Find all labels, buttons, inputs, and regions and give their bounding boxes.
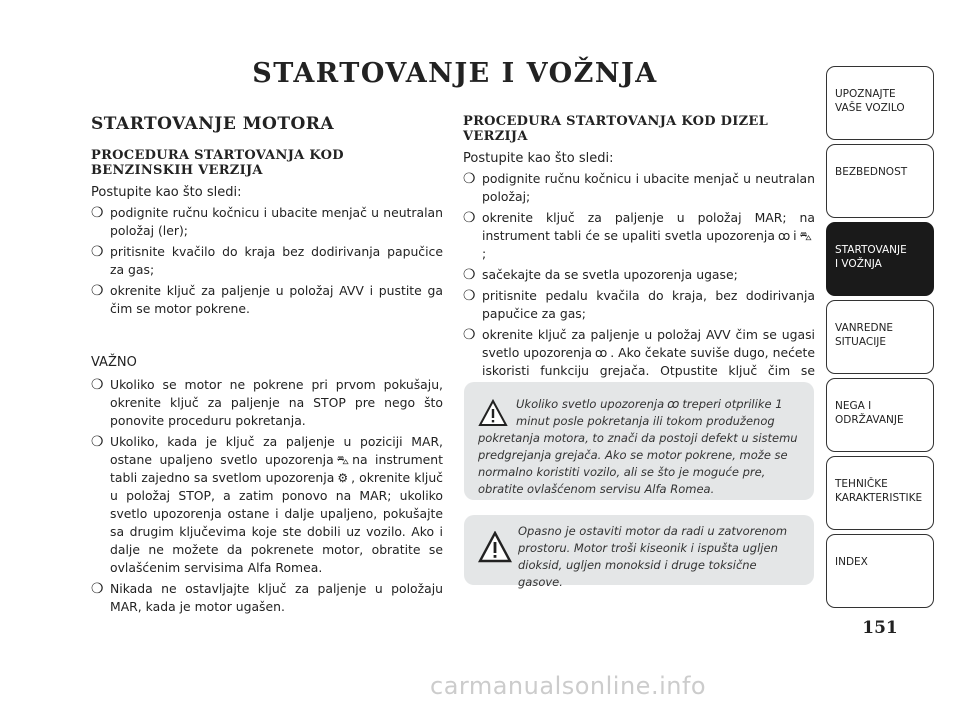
list-item: ❍ podignite ručnu kočnicu i ubacite menjač u neutralan položaj (ler); (91, 205, 443, 238)
bullet-icon: ❍ (91, 244, 104, 260)
list-item: ❍ okrenite ključ za paljenje u položaj MAR; na instrument tabli će se upaliti svetla upozorenja ꝏ i ⛍; (463, 210, 815, 261)
bullet-icon: ❍ (463, 288, 476, 304)
list-item: ❍ podignite ručnu kočnicu i ubacite menjač u neutralan položaj; (463, 171, 815, 204)
important-label: VAŽNO (91, 355, 137, 370)
list-item: ❍ pritisnite kvačilo do kraja bez dodirivanja papučice za gas; (91, 244, 443, 277)
tab-startovanje[interactable]: STARTOVANJE I VOŽNJA (826, 222, 934, 296)
subsection-heading-diesel: PROCEDURA STARTOVANJA KOD DIZEL VERZIJA (463, 114, 769, 144)
tab-vanredne[interactable]: VANREDNE SITUACIJE (826, 300, 934, 374)
section-heading: STARTOVANJE MOTORA (91, 114, 335, 134)
bullet-icon: ❍ (463, 327, 476, 343)
bullet-icon: ❍ (463, 267, 476, 283)
bullet-icon: ❍ (91, 205, 104, 221)
list-item: ❍ sačekajte da se svetla upozorenja ugase; (463, 267, 738, 283)
bullet-icon: ❍ (91, 283, 104, 299)
intro-text: Postupite kao što sledi: (91, 185, 242, 200)
list-item: ❍ Ukoliko se motor ne pokrene pri prvom pokušaju, okrenite ključ za paljenje na STOP pre nego što ponovite proceduru pokretanja. (91, 377, 443, 428)
glow-plug-icon: ꝏ (667, 397, 680, 411)
left-column (91, 114, 443, 619)
bullet-icon: ❍ (91, 581, 104, 597)
list-item: ❍ okrenite ključ za paljenje u položaj AVV i pustite ga čim se motor pokrene. (91, 283, 443, 316)
tab-bezbednost[interactable]: BEZBEDNOST (826, 144, 934, 218)
warning-triangle-icon (478, 531, 512, 563)
glow-plug-icon: ꝏ (777, 229, 791, 243)
glow-plug-icon: ꝏ (595, 346, 608, 360)
tab-tehnicke[interactable]: TEHNIČKE KARAKTERISTIKE (826, 456, 934, 530)
tab-upoznajte[interactable]: UPOZNAJTE VAŠE VOZILO (826, 66, 934, 140)
bullet-icon: ❍ (91, 434, 104, 450)
watermark: carmanualsonline.info (430, 672, 707, 700)
bullet-icon: ❍ (463, 210, 476, 226)
warning-note-glow-plug: Ukoliko svetlo upozorenja ꝏ treperi otprilike 1 minut posle pokretanja ili tokom produženog pokretanja motora, to znači da postoji defekt u sistemu predgrejanja grejača. Ako se motor pokrene, može se normalno koristiti vozilo, ali se što je moguće pre, obratite ovlašćenom servisu Alfa Romea. (464, 382, 814, 500)
bullet-icon: ❍ (463, 171, 476, 187)
tab-index[interactable]: INDEX (826, 534, 934, 608)
list-item: ❍ Ukoliko, kada je ključ za paljenje u poziciji MAR, ostane upaljeno svetlo upozorenja ⛍ na instrument tabli zajedno sa svetlom upozorenja ⚙ , okrenite ključ u položaj STOP, a zatim ponovo na MAR; ukoliko svetlo upozorenja ostane i dalje upaljeno, pokušajte sa drugim ključevima koje ste dobili uz vozilo. Ako i dalje ne možete da pokrenete motor, obratite se ovlašćenim servisima Alfa Romea. (91, 434, 443, 575)
list-item: ❍ okrenite ključ za paljenje u položaj AVV čim se ugasi svetlo upozorenja ꝏ . Ako čekate suviše dugo, nećete iskoristi funkciju grejača. Otpustite ključ čim se (463, 327, 815, 378)
list-item: ❍ pritisnite pedalu kvačila do kraja, bez dodirivanja papučice za gas; (463, 288, 815, 321)
page-number: 151 (862, 618, 898, 638)
warning-triangle-icon (478, 398, 508, 428)
tab-nega[interactable]: NEGA I ODRŽAVANJE (826, 378, 934, 452)
engine-fault-icon: ⚙ (337, 471, 349, 485)
warning-note-enclosed-space: Opasno je ostaviti motor da radi u zatvorenom prostoru. Motor troši kiseonik i ispušta ugljen dioksid, ugljen monoksid i druge toksične gasove. (464, 515, 814, 585)
bullet-icon: ❍ (91, 377, 104, 393)
intro-text: Postupite kao što sledi: (463, 151, 614, 166)
list-item: ❍ Nikada ne ostavljajte ključ za paljenje u položaju MAR, kada je motor ugašen. (91, 581, 443, 614)
immobilizer-icon: ⛍ (336, 453, 350, 467)
subsection-heading-petrol: PROCEDURA STARTOVANJA KOD BENZINSKIH VERZIJA (91, 148, 344, 178)
right-column (463, 114, 815, 401)
page-title: STARTOVANJE I VOŽNJA (252, 58, 658, 89)
immobilizer-icon: ⛍ (799, 229, 812, 243)
